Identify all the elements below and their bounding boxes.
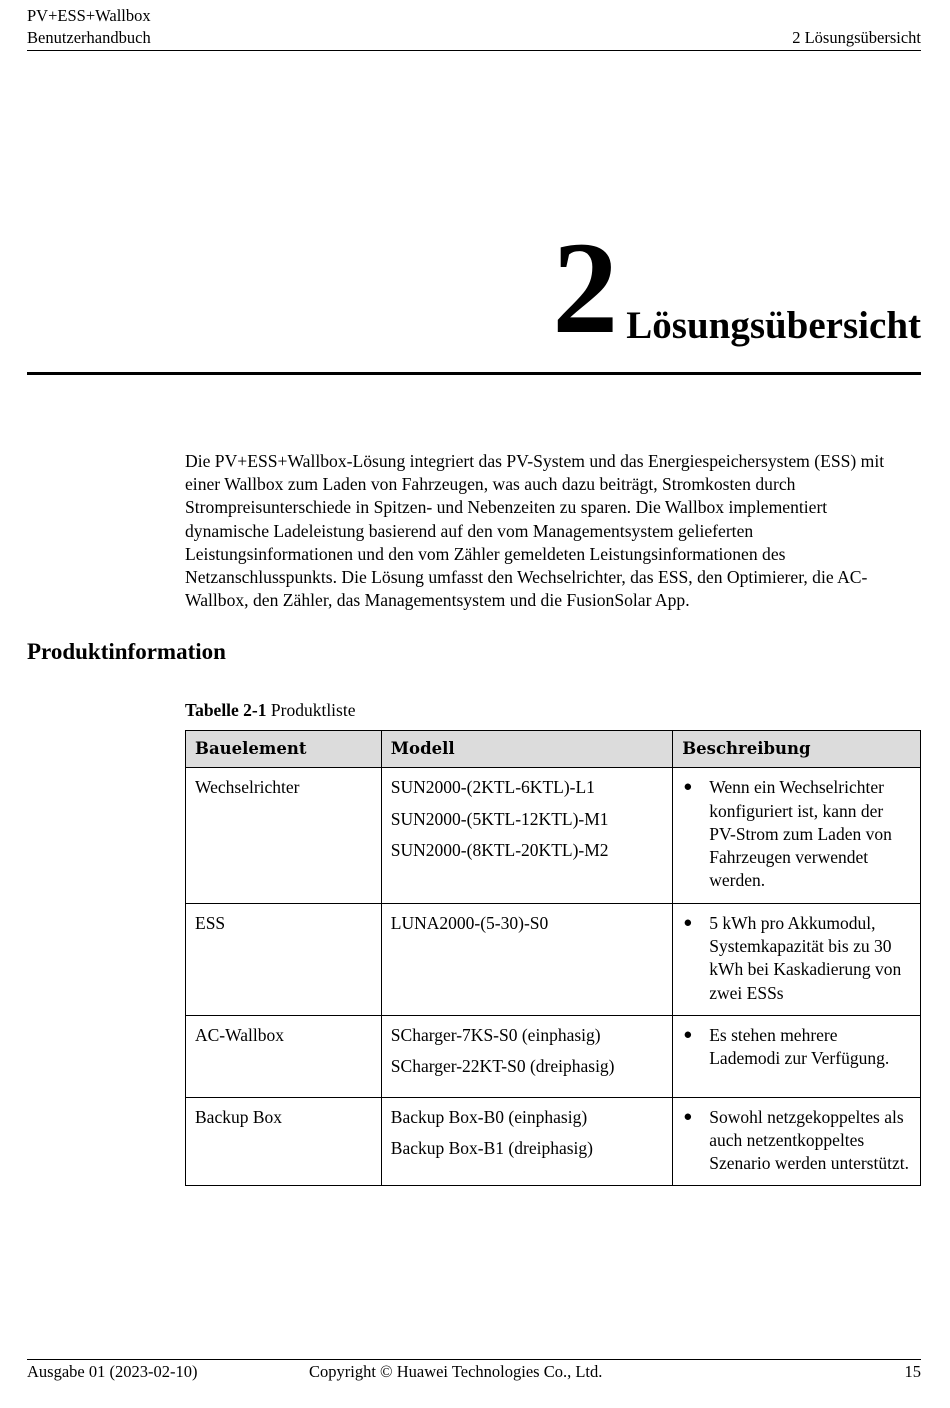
column-header-model: Modell bbox=[381, 731, 672, 768]
bullet-icon: ● bbox=[683, 914, 693, 931]
table-row bbox=[186, 1015, 921, 1097]
cell-component: AC-Wallbox bbox=[186, 1015, 382, 1097]
cell-models bbox=[381, 903, 672, 1015]
bullet-icon: ● bbox=[683, 1108, 693, 1125]
cell-models bbox=[381, 1097, 672, 1186]
bullet-icon: ● bbox=[683, 779, 693, 796]
model-item: SCharger-22KT-S0 (dreiphasig) bbox=[390, 1056, 615, 1077]
column-header-description: Beschreibung bbox=[673, 731, 921, 768]
model-item: Backup Box-B1 (dreiphasig) bbox=[390, 1137, 593, 1158]
column-header-component: Bauelement bbox=[186, 731, 382, 768]
table-header-row bbox=[186, 731, 921, 768]
description-text: 5 kWh pro Akkumodul, Systemkapazität bis zu 30 kWh bei Kaskadierung von zwei ESSs bbox=[709, 912, 902, 1003]
chapter-rule bbox=[27, 372, 921, 375]
bullet-icon: ● bbox=[683, 1026, 693, 1043]
page-number: 15 bbox=[904, 1362, 921, 1381]
model-item: LUNA2000-(5-30)-S0 bbox=[390, 912, 549, 933]
table-caption-label: Tabelle 2-1 bbox=[185, 700, 267, 720]
footer-copyright: Copyright © Huawei Technologies Co., Ltd. bbox=[309, 1362, 603, 1381]
footer-issue: Ausgabe 01 (2023-02-10) bbox=[27, 1362, 198, 1381]
header-product: PV+ESS+Wallbox bbox=[27, 6, 151, 25]
table-row bbox=[186, 768, 921, 903]
table-row bbox=[186, 1097, 921, 1186]
model-item: SUN2000-(5KTL-12KTL)-M1 bbox=[390, 808, 609, 829]
cell-component: Wechselrichter bbox=[186, 768, 382, 903]
cell-description bbox=[673, 903, 921, 1015]
model-item: SUN2000-(2KTL-6KTL)-L1 bbox=[390, 777, 595, 798]
cell-models bbox=[381, 768, 672, 903]
chapter-title: Lösungsübersicht bbox=[626, 304, 921, 347]
header-rule bbox=[27, 50, 921, 51]
cell-component: ESS bbox=[186, 903, 382, 1015]
cell-description bbox=[673, 768, 921, 903]
table-caption-text: Produktliste bbox=[270, 700, 356, 720]
page-header-left bbox=[27, 5, 151, 49]
table-row bbox=[186, 903, 921, 1015]
footer-rule bbox=[27, 1359, 921, 1360]
section-heading: Produktinformation bbox=[27, 639, 226, 664]
model-item: Backup Box-B0 (einphasig) bbox=[390, 1106, 588, 1127]
table-caption bbox=[185, 699, 355, 721]
cell-models bbox=[381, 1015, 672, 1097]
header-section: 2 Lösungsübersicht bbox=[792, 28, 921, 47]
description-text: Wenn ein Wechselrichter konfiguriert ist, kann der PV-Strom zum Laden von Fahrzeugen verwendet werden. bbox=[709, 777, 892, 891]
model-item: SUN2000-(8KTL-20KTL)-M2 bbox=[390, 839, 609, 860]
description-text: Sowohl netzgekoppeltes als auch netzentkoppeltes Szenario werden unterstützt. bbox=[709, 1106, 909, 1174]
product-table bbox=[185, 730, 921, 1186]
intro-paragraph: Die PV+ESS+Wallbox-Lösung integriert das PV-System und das Energiespeichersystem (ESS) mit einer Wallbox zum Laden von Fahrzeugen, was auch dazu beiträgt, Stromkosten durch Strompreisunterschiede in Spitzen- und Nebenzeiten zu sparen. Die Wallbox implementiert dynamische Ladeleistung basierend auf den vom Managementsystem gelieferten Leistungsinformationen und den vom Zähler gemeldeten Leistungsinformationen des Netzanschlusspunkts. Die Lösung umfasst den Wechselrichter, das ESS, den Optimierer, die AC-Wallbox, den Zähler, das Managementsystem und die FusionSolar App. bbox=[185, 451, 885, 611]
header-manual: Benutzerhandbuch bbox=[27, 28, 151, 47]
cell-description bbox=[673, 1015, 921, 1097]
chapter-number: 2 bbox=[552, 214, 617, 361]
model-item: SCharger-7KS-S0 (einphasig) bbox=[390, 1024, 601, 1045]
cell-component: Backup Box bbox=[186, 1097, 382, 1186]
cell-description bbox=[673, 1097, 921, 1186]
chapter-heading bbox=[552, 214, 921, 361]
description-text: Es stehen mehrere Lademodi zur Verfügung. bbox=[709, 1024, 890, 1069]
